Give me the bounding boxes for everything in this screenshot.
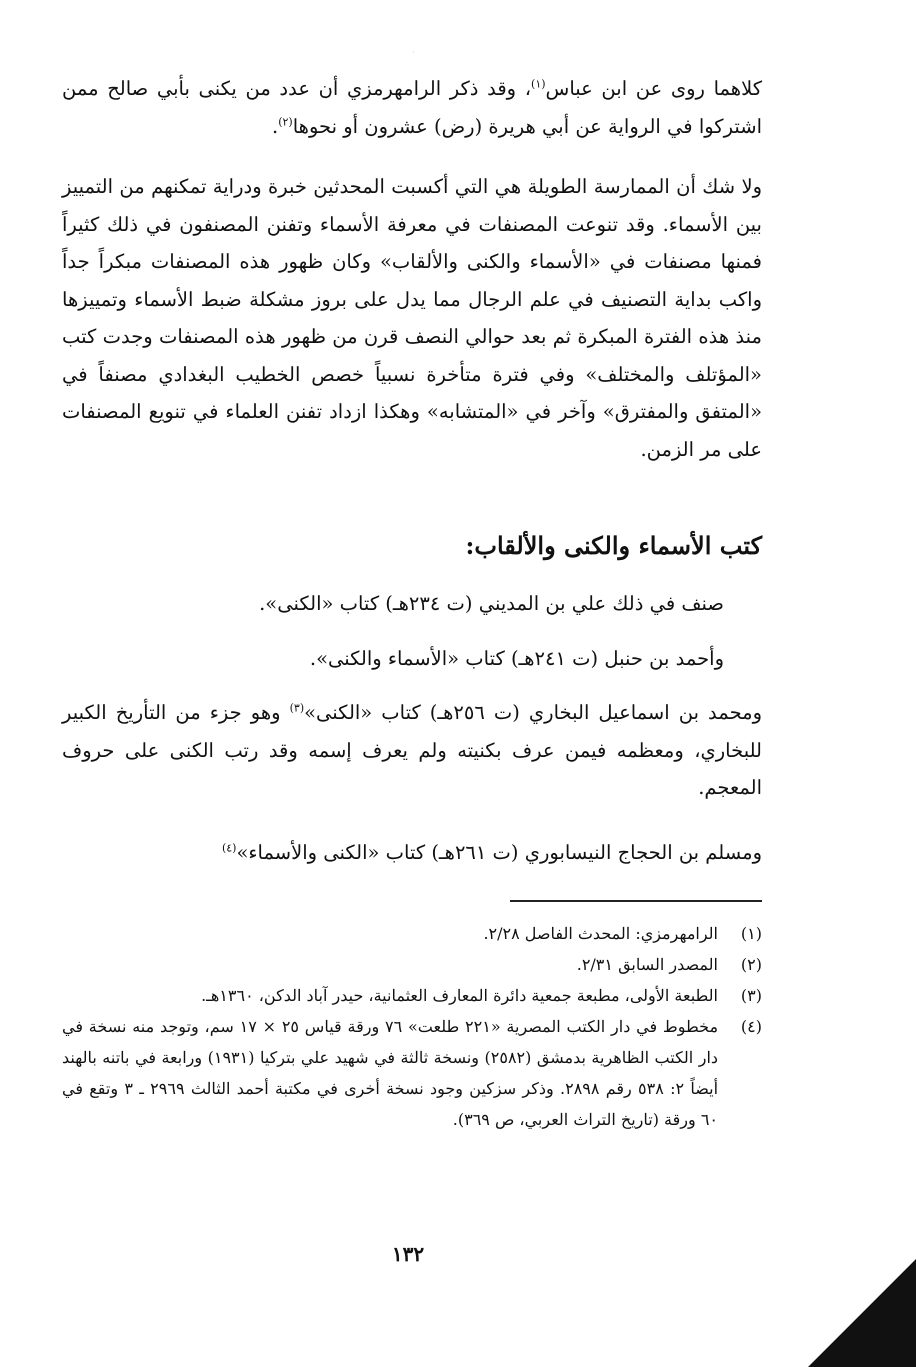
paragraph-1-part-c: . bbox=[272, 114, 279, 138]
paragraph-5 bbox=[62, 694, 762, 807]
paragraph-1-part-a: كلاهما روى عن ابن عباس bbox=[545, 77, 762, 100]
footnote-separator bbox=[510, 900, 762, 902]
paragraph-5-part-a: ومحمد بن اسماعيل البخاري (ت ٢٥٦هـ) كتاب «الكنى» bbox=[304, 701, 763, 724]
section-heading bbox=[62, 526, 762, 566]
paragraph-1-part-b: ، وقد ذكر الرامهرمزي أن عدد من يكنى بأبي صالح ممن اشتركوا في الرواية عن أبي هريرة (رض) عشرون أو نحوها bbox=[62, 77, 762, 138]
paragraph-4 bbox=[62, 640, 724, 678]
footnote-ref-2: (٢) bbox=[278, 115, 293, 128]
footnotes bbox=[62, 918, 762, 1135]
footnote-item bbox=[62, 949, 762, 980]
scan-speck: · bbox=[412, 48, 415, 57]
footnote-number: (٢) bbox=[740, 955, 762, 974]
footnote-ref-1: (١) bbox=[531, 77, 546, 91]
footnote-number: (١) bbox=[740, 924, 762, 943]
paragraph-1 bbox=[62, 70, 762, 145]
footnote-item bbox=[62, 918, 762, 949]
paragraph-5-part-b: وهو جزء من التأريخ الكبير للبخاري، ومعظمه فيمن عرف بكنيته ولم يعرف إسمه وقد رتب الكنى على حروف المعجم. bbox=[62, 701, 762, 799]
section-heading-text: كتب الأسماء والكنى والألقاب: bbox=[465, 531, 762, 560]
footnote-text: المصدر السابق ٢/٣١. bbox=[576, 955, 718, 974]
footnote-ref-3: (٣) bbox=[289, 701, 305, 715]
footnote-item bbox=[62, 980, 762, 1011]
paragraph-4-text: وأحمد بن حنبل (ت ٢٤١هـ) كتاب «الأسماء والكنى». bbox=[309, 647, 724, 670]
page-number: ١٣٢ bbox=[391, 1242, 425, 1266]
footnote-number: (٣) bbox=[740, 986, 762, 1005]
footnote-text: الطبعة الأولى، مطبعة جمعية دائرة المعارف العثمانية، حيدر آباد الدكن، ١٣٦٠هـ. bbox=[201, 986, 718, 1005]
footnote-text: الرامهرمزي: المحدث الفاصل ٢/٢٨. bbox=[483, 924, 718, 943]
paragraph-6 bbox=[62, 834, 762, 872]
paragraph-3-text: صنف في ذلك علي بن المديني (ت ٢٣٤هـ) كتاب «الكنى». bbox=[259, 592, 724, 615]
footnote-text: مخطوط في دار الكتب المصرية «٢٢١ طلعت» ٧٦ ورقة قياس ٢٥ × ١٧ سم، وتوجد منه نسخة في دار الكتب الظاهرية بدمشق (٢٥٨٢) ونسخة ثالثة في شهيد علي بتركيا (١٩٣١) ورابعة في باتنه بالهند أيضاً ٢: ٥٣٨ رقم ٢٨٩٨. وذكر سزكين وجود نسخة أخرى في مكتبة أحمد الثالث ٢٩٦٩ ـ ٣ وتقع في ٦٠ ورقة (تاريخ التراث العربي، ص ٣٦٩). bbox=[62, 1017, 719, 1129]
footnote-item bbox=[62, 1011, 762, 1135]
paragraph-6-part-a: ومسلم بن الحجاج النيسابوري (ت ٢٦١هـ) كتاب «الكنى والأسماء» bbox=[236, 841, 762, 864]
footnote-ref-4: (٤) bbox=[221, 841, 237, 855]
paragraph-2 bbox=[62, 168, 762, 468]
corner-shadow bbox=[808, 1259, 916, 1367]
paragraph-3 bbox=[62, 585, 724, 623]
paragraph-2-text: ولا شك أن الممارسة الطويلة هي التي أكسبت المحدثين خبرة ودراية تمكنهم من التمييز بين الأسماء. وقد تنوعت المصنفات في معرفة الأسماء وتفنن المصنفون في ذلك كثيراً فمنها مصنفات في «الأسماء والكنى والألقاب» وكان ظهور هذه المصنفات مبكراً جداً واكب بداية التصنيف في علم الرجال مما يدل على بروز مشكلة ضبط الأسماء وتمييزها منذ هذه الفترة المبكرة ثم بعد حوالي النصف قرن من ظهور هذه المصنفات وجدت كتب «المؤتلف والمختلف» وفي فترة متأخرة نسبياً خصص الخطيب البغدادي مصنفاً في «المتفق والمفترق» وآخر في «المتشابه» وهكذا ازداد تفنن العلماء في تنويع المصنفات على مر الزمن. bbox=[62, 175, 763, 461]
footnote-number: (٤) bbox=[740, 1017, 762, 1036]
